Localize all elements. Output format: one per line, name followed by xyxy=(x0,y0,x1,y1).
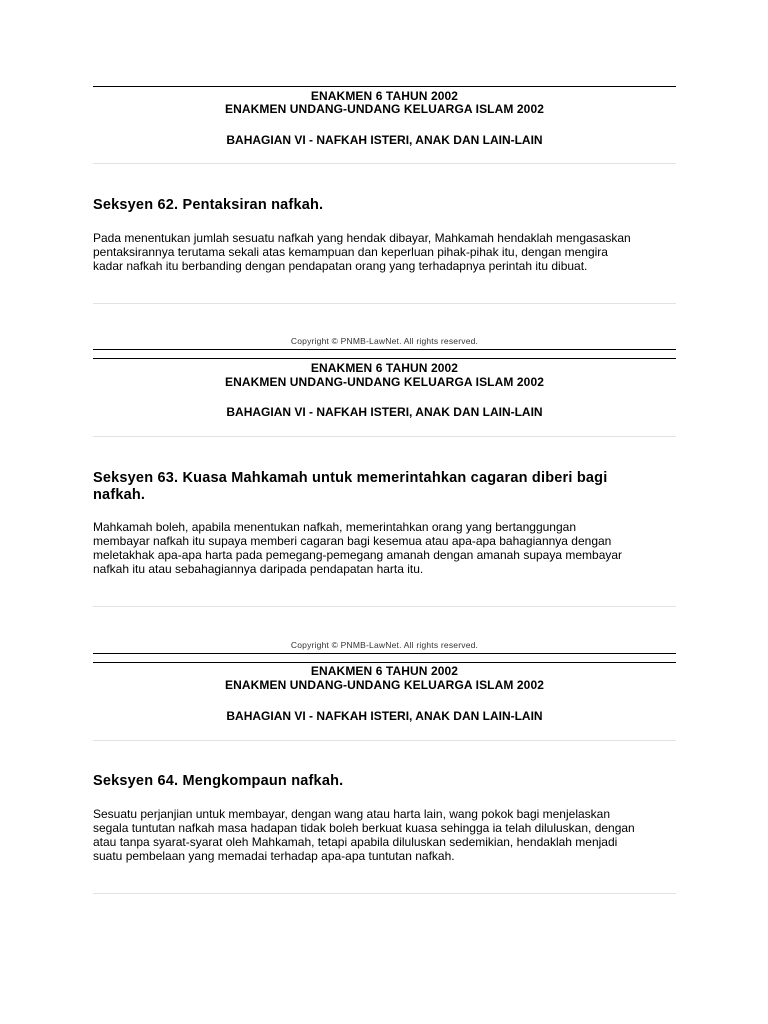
body-line: suatu pembelaan yang memadai terhadap apa-apa tuntutan nafkah. xyxy=(93,849,455,863)
body-line: pentaksirannya terutama sekali atas kemampuan dan keperluan pihak-pihak itu, dengan mengira xyxy=(93,245,608,259)
page-break-rule xyxy=(93,349,676,350)
top-rule xyxy=(93,662,676,663)
enactment-number: ENAKMEN 6 TAHUN 2002 xyxy=(310,664,459,678)
title-line: nafkah. xyxy=(93,487,146,503)
divider xyxy=(93,303,676,304)
body-line: membayar nafkah itu supaya memberi cagaran bagi kesemua atau apa-apa bahagiannya dengan xyxy=(93,534,612,548)
body-line: Mahkamah boleh, apabila menentukan nafkah, memerintahkan orang yang bertanggungan xyxy=(93,520,576,534)
part-title: BAHAGIAN VI - NAFKAH ISTERI, ANAK DAN LAIN-LAIN xyxy=(226,133,543,147)
section-title xyxy=(93,470,653,504)
enactment-number: ENAKMEN 6 TAHUN 2002 xyxy=(310,361,459,375)
divider xyxy=(93,740,676,741)
part-title: BAHAGIAN VI - NAFKAH ISTERI, ANAK DAN LAIN-LAIN xyxy=(226,709,543,723)
section-title: Seksyen 64. Mengkompaun nafkah. xyxy=(93,773,344,789)
copyright-notice: Copyright © PNMB-LawNet. All rights reserved. xyxy=(290,640,479,650)
body-line: meletakhak apa-apa harta pada pemegang-pemegang amanah dengan amanah supaya membayar xyxy=(93,548,623,562)
act-title: ENAKMEN UNDANG-UNDANG KELUARGA ISLAM 2002 xyxy=(224,375,544,389)
divider xyxy=(93,163,676,164)
act-title: ENAKMEN UNDANG-UNDANG KELUARGA ISLAM 2002 xyxy=(224,102,544,116)
title-line: Seksyen 63. Kuasa Mahkamah untuk memerintahkan cagaran diberi bagi xyxy=(93,470,608,486)
body-line: nafkah itu atau sebahagiannya daripada pendapatan harta itu. xyxy=(93,562,424,576)
section-title: Seksyen 62. Pentaksiran nafkah. xyxy=(93,197,324,213)
body-line: Pada menentukan jumlah sesuatu nafkah yang hendak dibayar, Mahkamah hendaklah mengasaskan xyxy=(93,231,631,245)
section-body xyxy=(93,231,683,273)
section-body xyxy=(93,520,683,576)
body-line: kadar nafkah itu berbanding dengan pendapatan orang yang terhadapnya perintah itu dibuat. xyxy=(93,259,588,273)
body-line: atau tanpa syarat-syarat oleh Mahkamah, tetapi apabila diluluskan sedemikian, hendaklah menjadi xyxy=(93,835,618,849)
divider xyxy=(93,436,676,437)
act-title: ENAKMEN UNDANG-UNDANG KELUARGA ISLAM 2002 xyxy=(224,678,544,692)
top-rule xyxy=(93,86,676,87)
copyright-notice: Copyright © PNMB-LawNet. All rights reserved. xyxy=(290,336,479,346)
enactment-number: ENAKMEN 6 TAHUN 2002 xyxy=(310,89,459,103)
part-title: BAHAGIAN VI - NAFKAH ISTERI, ANAK DAN LAIN-LAIN xyxy=(226,405,543,419)
section-body xyxy=(93,807,683,863)
divider xyxy=(93,606,676,607)
top-rule xyxy=(93,358,676,359)
divider xyxy=(93,893,676,894)
page-break-rule xyxy=(93,653,676,654)
body-line: Sesuatu perjanjian untuk membayar, dengan wang atau harta lain, wang pokok bagi menjelaskan xyxy=(93,807,611,821)
body-line: segala tuntutan nafkah masa hadapan tidak boleh berkuat kuasa sehingga ia telah diluluskan, dengan xyxy=(93,821,635,835)
